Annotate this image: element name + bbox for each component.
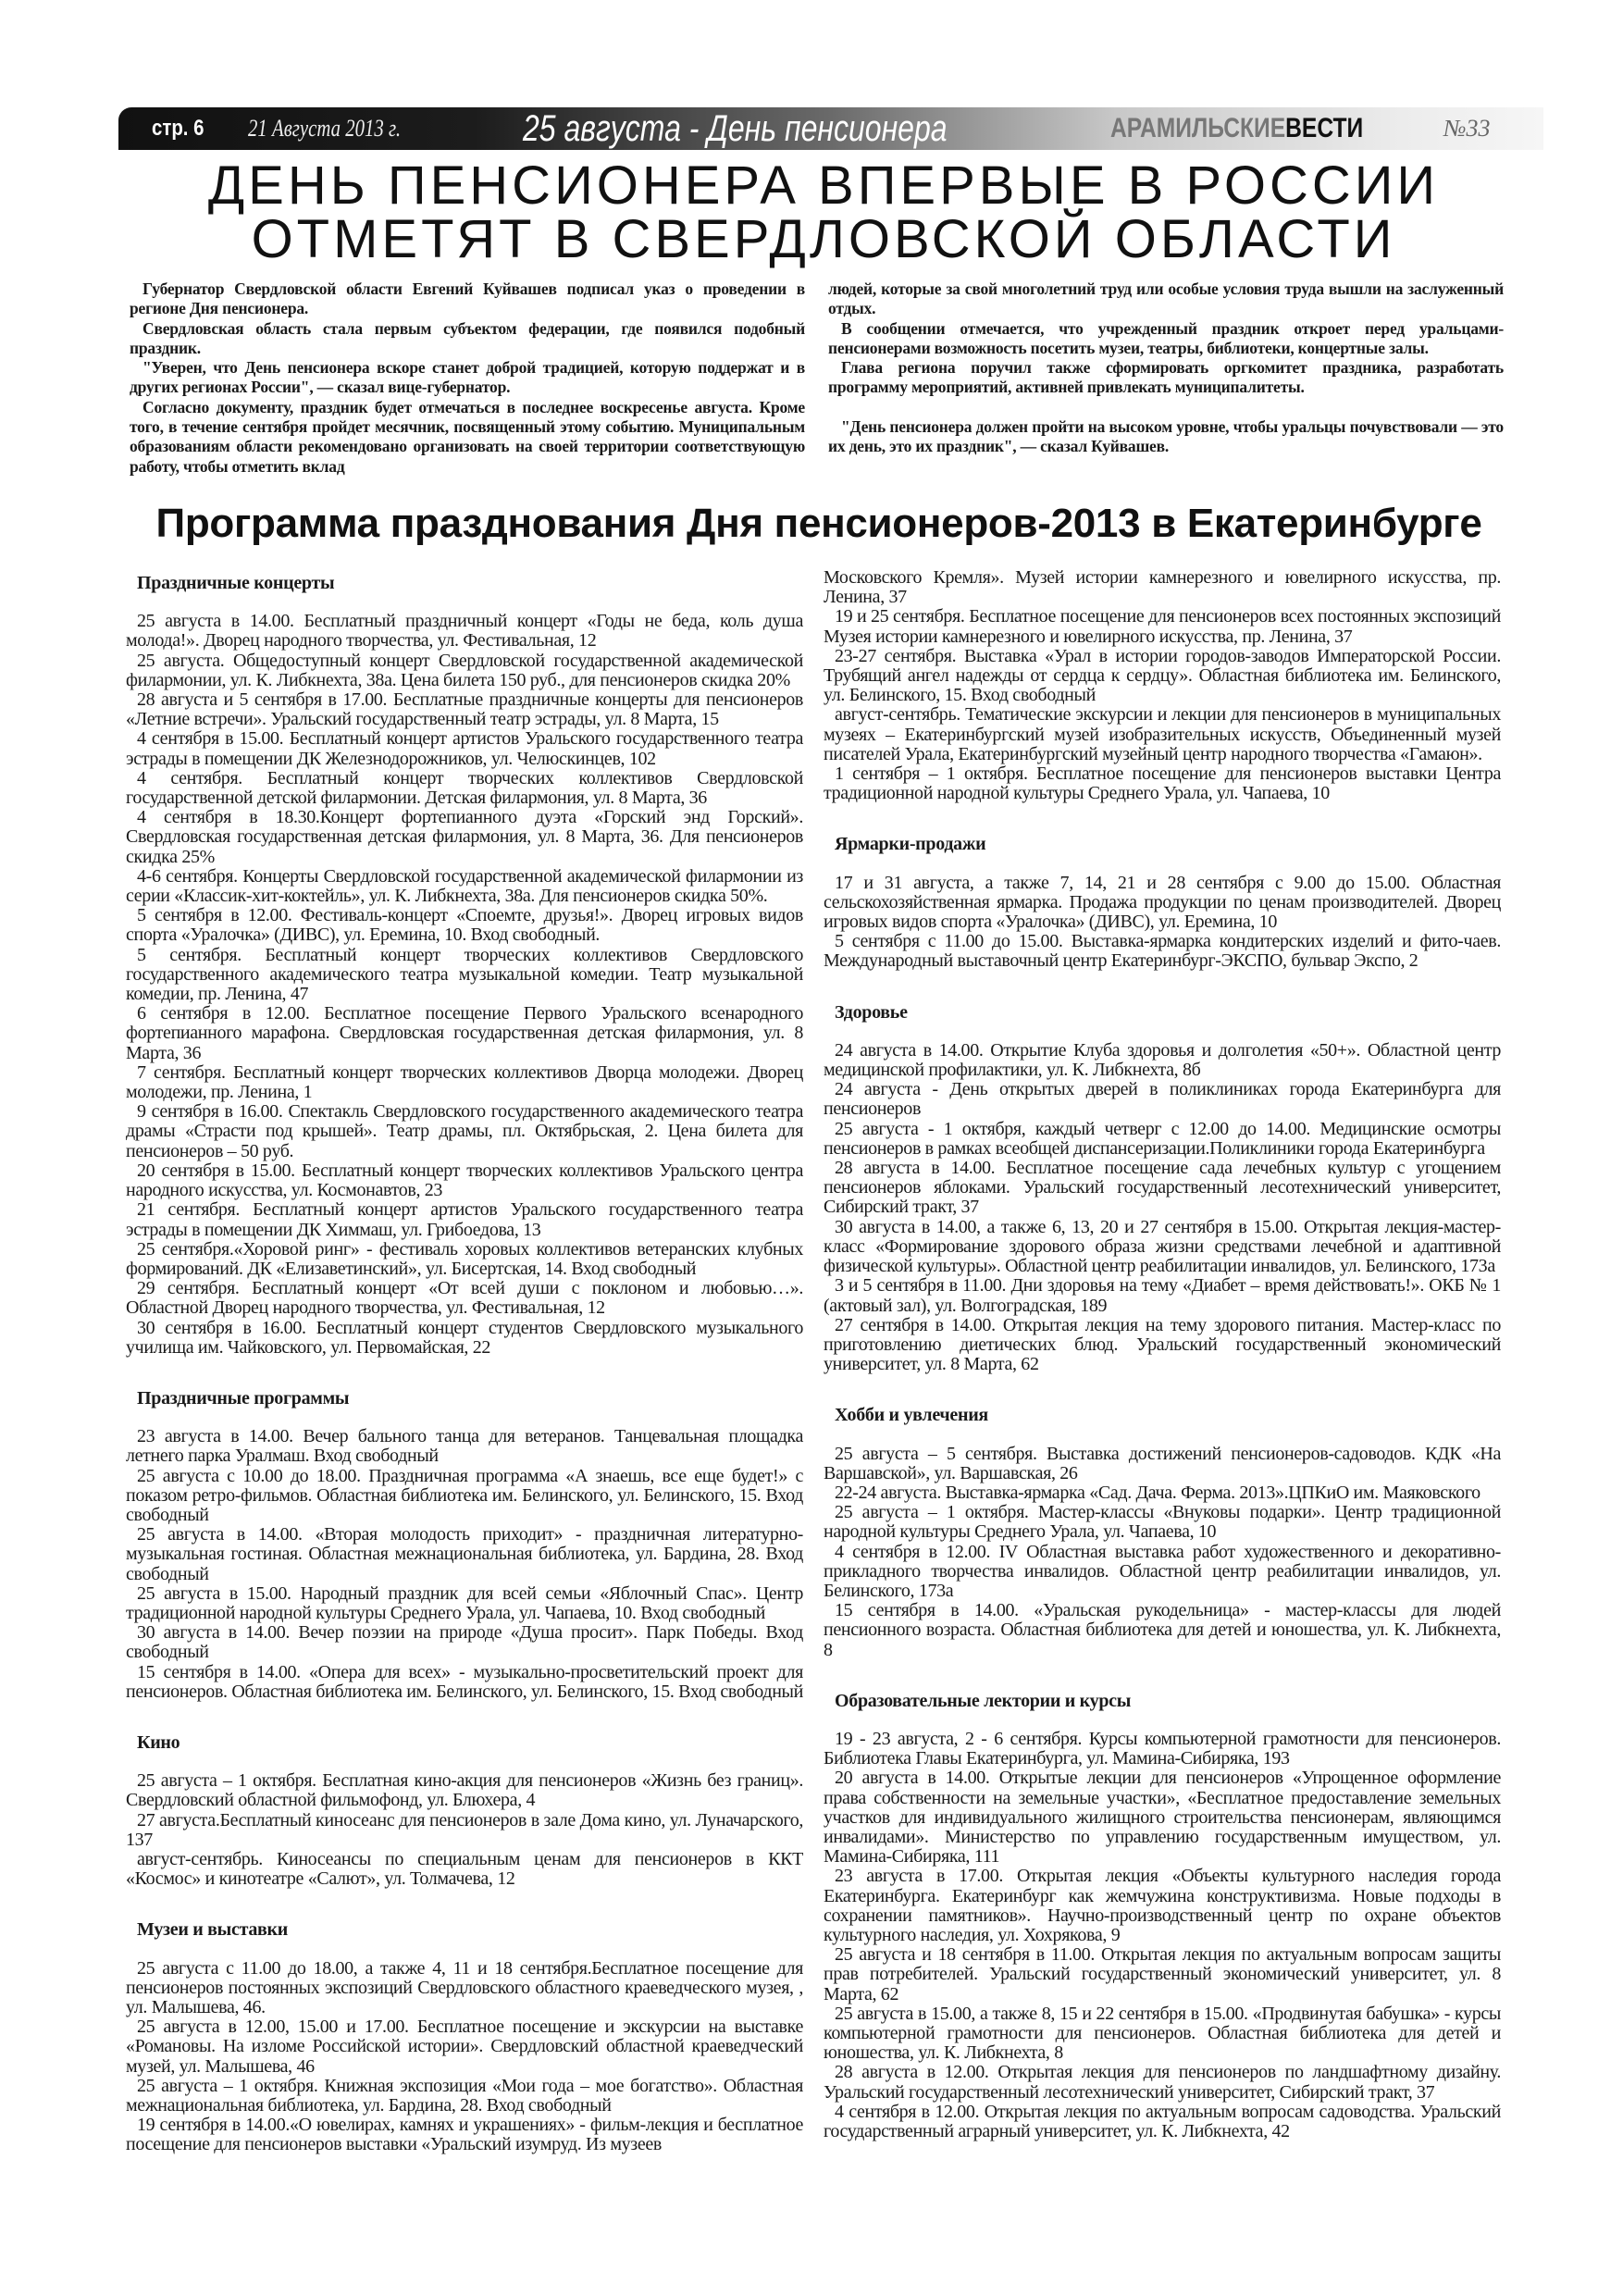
event-item: 1 сентября – 1 октября. Бесплатное посещение для пенсионеров выставки Центра традиционной народной культуры Среднего Урала, ул. Чапаева, 10 (824, 763, 1501, 804)
event-item: 9 сентября в 16.00. Спектакль Свердловского государственного академического театра драмы «Страсти под крышей». Театр драмы, пл. Октябрьская, 2. Цена билета для пенсионеров – 50 руб. (126, 1101, 803, 1161)
program-section (126, 1389, 803, 1702)
event-item: 4 сентября в 18.30.Концерт фортепианного дуэта «Горский энд Горский». Свердловская государственная детская филармония, ул. 8 Марта, 36. Для пенсионеров скидка 25% (126, 807, 803, 867)
event-item: 30 августа в 14.00, а также 6, 13, 20 и 27 сентября в 15.00. Открытая лекция-мастер-класс «Формирование здорового образа жизни средствами лечебной и адаптивной физической культуры». Областной центр реабилитации инвалидов, ул. Белинского, 173а (824, 1216, 1501, 1277)
event-item: 19 - 23 августа, 2 - 6 сентября. Курсы компьютерной грамотности для пенсионеров. Библиотека Главы Екатеринбурга, ул. Мамина-Сибиряка, 193 (824, 1728, 1501, 1769)
event-item: 25 августа – 1 октября. Книжная экспозиция «Мои года – мое богатство». Областная межнациональная библиотека, ул. Бардина, 28. Вход свободный (126, 2075, 803, 2116)
event-item: 25 сентября.«Хоровой ринг» - фестиваль хоровых коллективов ветеранских клубных формирований. ДК «Елизаветинский», ул. Бисертская, 14. Вход свободный (126, 1238, 803, 1279)
page-theme: 25 августа - День пенсионера (523, 108, 948, 149)
event-item: 22-24 августа. Выставка-ярмарка «Сад. Дача. Ферма. 2013».ЦПКиО им. Маяковского (835, 1482, 1481, 1503)
event-item: 5 сентября в 12.00. Фестиваль-концерт «Споемте, друзья!». Дворец игровых видов спорта «Уралочка» (ДИВС), ул. Еремина, 10. Вход свободный. (126, 905, 803, 946)
logo-light: АРАМИЛЬСКИЕ (1110, 113, 1286, 143)
event-item: 25 августа в 12.00, 15.00 и 17.00. Бесплатное посещение и экскурсии на выставке «Романовы. На изломе Российской истории». Свердловский областной краеведческий музей, ул. Малышева, 46 (126, 2017, 803, 2077)
intro-left-column (130, 279, 805, 477)
section-heading: Здоровье (835, 1001, 908, 1023)
event-item: 27 августа.Бесплатный киносеанс для пенсионеров в зале Дома кино, ул. Луначарского, 137 (126, 1809, 803, 1850)
event-item: 28 августа в 12.00. Открытая лекция для пенсионеров по ландшафтному дизайну. Уральский государственный лесотехнический университет, Сибирский тракт, 37 (824, 2062, 1501, 2103)
event-item: 17 и 31 августа, а также 7, 14, 21 и 28 сентября с 9.00 до 15.00. Областная сельскохозяйственная ярмарка. Продажа продукции по ценам производителей. Дворец игровых видов спорта «Уралочка» (ДИВС), ул. Еремина, 10 (824, 872, 1501, 933)
event-item: 4 сентября в 12.00. IV Областная выставка работ художественного и декоративно-прикладного творчества инвалидов. Областной центр реабилитации инвалидов, ул. Белинского, 173а (824, 1541, 1501, 1601)
section-heading: Праздничные концерты (137, 573, 335, 593)
paragraph: Свердловская область стала первым субъектом федерации, где появился подобный праздник. (130, 318, 805, 357)
program-section (126, 1920, 803, 2154)
event-item: 28 августа и 5 сентября в 17.00. Бесплатные праздничные концерты для пенсионеров «Летние встречи». Уральский государственный театр эстрады, ул. 8 Марта, 15 (126, 689, 803, 730)
event-item: 24 августа в 14.00. Открытие Клуба здоровья и долголетия «50+». Областной центр медицинской профилактики, ул. К. Либкнехта, 8б (824, 1039, 1501, 1081)
event-item: 25 августа - 1 октября, каждый четверг с 12.00 до 14.00. Медицинские осмотры пенсионеров в рамках всеобщей диспансеризации.Поликлиники города Екатеринбурга (824, 1118, 1501, 1159)
program-section (824, 1406, 1501, 1659)
event-item: 4 сентября. Бесплатный концерт творческих коллективов Свердловской государственной детской филармонии. Детская филармония, ул. 8 Марта, 36 (126, 767, 803, 809)
paragraph: "Уверен, что День пенсионера вскоре станет доброй традицией, которую поддержат и в других регионах России", — сказал вице-губернатор. (130, 358, 805, 397)
paragraph: Согласно документу, праздник будет отмечаться в последнее воскресенье августа. Кроме того, в течение сентября пройдет месячник, посвященный этому событию. Муниципальным образованиям области рекомендовано организовать на своей территории соответствующую работу, чтобы отметить вклад (130, 397, 805, 476)
page-header-bar (118, 107, 1543, 150)
event-item: 15 сентября в 14.00. «Уральская рукодельница» - мастер-классы для людей пенсионного возраста. Областная библиотека для детей и юношества, ул. К. Либкнехта, 8 (824, 1600, 1501, 1660)
event-item: 23 августа в 17.00. Открытая лекция «Объекты культурного наследия города Екатеринбурга. Екатеринбург как жемчужина конструктивизма. Новые подходы в сохранении памятников». Научно-производственный центр по охране объектов культурного наследия, ул. Хохрякова, 9 (824, 1866, 1501, 1945)
event-item: 23 августа в 14.00. Вечер бального танца для ветеранов. Танцевальная площадка летнего парка Уралмаш. Вход свободный (126, 1426, 803, 1467)
newspaper-logo (1110, 107, 1363, 150)
program-right-column (824, 568, 1501, 2173)
section-heading: Образовательные лектории и курсы (835, 1690, 1132, 1711)
program-section (824, 1692, 1501, 2141)
event-item: 19 и 25 сентября. Бесплатное посещение для пенсионеров всех постоянных экспозиций Музея истории камнерезного и ювелирного искусства, пр. Ленина, 37 (824, 606, 1501, 647)
event-item: 30 августа в 14.00. Вечер поэзии на природе «Душа просит». Парк Победы. Вход свободный (126, 1622, 803, 1663)
program-section (824, 568, 1501, 803)
event-item: 25 августа – 1 октября. Бесплатная кино-акция для пенсионеров «Жизнь без границ». Свердловский областной фильмофонд, ул. Блюхера, 4 (126, 1770, 803, 1811)
paragraph: Глава региона поручил также сформировать оргкомитет праздника, разработать программу мероприятий, активней привлекать муниципалитеты. (828, 358, 1504, 397)
event-item: 25 августа с 10.00 до 18.00. Праздничная программа «А знаешь, все еще будет!» с показом ретро-фильмов. Областная библиотека им. Белинского, ул. Белинского, 15. Вход свободный (126, 1465, 803, 1525)
event-item: 20 августа в 14.00. Открытые лекции для пенсионеров «Упрощенное оформление права собственности на земельные участки», «Бесплатное предоставление земельных участков для индивидуального жилищного строительства пенсионерам, являющимся инвалидами». Министерство по управлению государственным имуществом, ул. Мамина-Сибиряка, 111 (824, 1768, 1501, 1868)
event-item: 25 августа с 11.00 до 18.00, а также 4, 11 и 18 сентября.Бесплатное посещение для пенсионеров постоянных экспозиций Свердловского областного краеведческого музея, , ул. Малышева, 46. (126, 1957, 803, 2017)
event-item: 27 сентября в 14.00. Открытая лекция на тему здорового питания. Мастер-класс по приготовлению диетических блюд. Уральский государственный экономический университет, ул. 8 Марта, 62 (824, 1314, 1501, 1375)
program-section (824, 1003, 1501, 1375)
paragraph: В сообщении отмечается, что учрежденный праздник откроет перед уральцами-пенсионерами возможность посетить музеи, театры, библиотеки, концертные залы. (828, 318, 1504, 357)
event-item: 25 августа в 14.00. Бесплатный праздничный концерт «Годы не беда, коль душа молода!». Дворец народного творчества, ул. Фестивальная, 12 (126, 611, 803, 652)
event-item: 3 и 5 сентября в 11.00. Дни здоровья на тему «Диабет – время действовать!». ОКБ № 1 (актовый зал), ул. Волгоградская, 189 (824, 1275, 1501, 1316)
event-item: 4 сентября в 15.00. Бесплатный концерт артистов Уральского государственного театра эстрады в помещении ДК Железнодорожников, ул. Челюскинцев, 102 (126, 728, 803, 769)
event-item: 25 августа – 5 сентября. Выставка достижений пенсионеров-садоводов. КДК «На Варшавской», ул. Варшавская, 26 (824, 1443, 1501, 1483)
program-left-column (126, 568, 803, 2187)
program-section (126, 574, 803, 1358)
event-item: август-сентябрь. Киносеансы по специальным ценам для пенсионеров в ККТ «Космос» и кинотеатре «Салют», ул. Толмачева, 12 (126, 1848, 803, 1890)
article-headline (139, 155, 1508, 269)
event-item: 25 августа в 15.00. Народный праздник для всей семьи «Яблочный Спас». Центр традиционной народной культуры Среднего Урала, ул. Чапаева, 10. Вход свободный (126, 1582, 803, 1623)
section-heading: Музеи и выставки (137, 1919, 288, 1941)
issue-number: №33 (1443, 115, 1491, 142)
event-item: 7 сентября. Бесплатный концерт творческих коллективов Дворца молодежи. Дворец молодежи, пр. Ленина, 1 (126, 1061, 803, 1103)
event-item: 25 августа в 15.00, а также 8, 15 и 22 сентября в 15.00. «Продвинутая бабушка» - курсы компьютерной грамотности для пенсионеров. Областная библиотека для детей и юношества, ул. К. Либкнехта, 8 (824, 2003, 1501, 2064)
event-item: 25 августа – 1 октября. Мастер-классы «Внуковы подарки». Центр традиционной народной культуры Среднего Урала, ул. Чапаева, 10 (824, 1502, 1501, 1543)
section-heading: Ярмарки-продажи (835, 834, 986, 855)
event-item: 25 августа и 18 сентября в 11.00. Открытая лекция по актуальным вопросам защиты прав потребителей. Уральский государственный экономический университет, ул. 8 Марта, 62 (824, 1944, 1501, 2004)
paragraph: Губернатор Свердловской области Евгений Куйвашев подписал указ о проведении в регионе Дня пенсионера. (130, 279, 805, 318)
event-item: 25 августа. Общедоступный концерт Свердловской государственной академической филармонии, ул. К. Либкнехта, 38а. Цена билета 150 руб., для пенсионеров скидка 20% (126, 650, 803, 690)
program-section (824, 835, 1501, 971)
event-item: 20 сентября в 15.00. Бесплатный концерт творческих коллективов Уральского центра народного искусства, ул. Космонавтов, 23 (126, 1160, 803, 1201)
event-item: 15 сентября в 14.00. «Опера для всех» - музыкально-просветительский проект для пенсионеров. Областная библиотека им. Белинского, ул. Белинского, 15. Вход свободный (126, 1661, 803, 1702)
section-heading: Праздничные программы (137, 1387, 350, 1409)
event-item: 6 сентября в 12.00. Бесплатное посещение Первого Уральского всенародного фортепианного марафона. Свердловская государственная детская филармония, ул. 8 Марта, 36 (126, 1003, 803, 1063)
event-item: 5 сентября. Бесплатный концерт творческих коллективов Свердловского государственного академического театра музыкальной комедии. Театр музыкальной комедии, пр. Ленина, 47 (126, 944, 803, 1005)
page-number: стр. 6 (152, 116, 204, 141)
event-item: 19 сентября в 14.00.«О ювелирах, камнях и украшениях» - фильм-лекция и бесплатное посещение для пенсионеров выставки «Уральский изумруд. Из музеев (126, 2115, 803, 2155)
event-item: 30 сентября в 16.00. Бесплатный концерт студентов Свердловского музыкального училища им. Чайковского, ул. Первомайская, 22 (126, 1317, 803, 1358)
event-item: Московского Кремля». Музей истории камнерезного и ювелирного искусства, пр. Ленина, 37 (824, 567, 1501, 608)
event-item: 5 сентября с 11.00 до 15.00. Выставка-ярмарка кондитерских изделий и фито-чаев. Международный выставочный центр Екатеринбург-ЭКСПО, бульвар Экспо, 2 (824, 931, 1501, 972)
event-item: 28 августа в 14.00. Бесплатное посещение сада лечебных культур с угощением пенсионеров яблоками. Уральский государственный лесотехнический университет, Сибирский тракт, 37 (824, 1158, 1501, 1218)
event-item: август-сентябрь. Тематические экскурсии и лекции для пенсионеров в муниципальных музеях – Екатеринбургский музей изобразительных искусств, Объединенный музей писателей Урала, Екатеринбургский музейный центр народного творчества «Гамаюн». (824, 704, 1501, 764)
event-item: 24 августа - День открытых дверей в поликлиниках города Екатеринбурга для пенсионеров (824, 1079, 1501, 1120)
event-item: 23-27 сентября. Выставка «Урал в истории городов-заводов Императорской России. Трубящий ангел надежды от сердца к сердцу». Областная библиотека им. Белинского, ул. Белинского, 15. Вход свободный (824, 645, 1501, 706)
event-item: 25 августа в 14.00. «Вторая молодость приходит» - праздничная литературно-музыкальная гостиная. Областная межнациональная библиотека, ул. Бардина, 28. Вход свободный (126, 1524, 803, 1584)
event-item: 21 сентября. Бесплатный концерт артистов Уральского государственного театра эстрады в помещении ДК Химмаш, ул. Грибоедова, 13 (126, 1199, 803, 1240)
intro-right-column (828, 279, 1504, 456)
program-section (126, 1733, 803, 1889)
logo-bold: ВЕСТИ (1285, 113, 1364, 143)
issue-date: 21 Августа 2013 г. (248, 115, 402, 142)
quote-paragraph: "День пенсионера должен пройти на высоком уровне, чтобы уральцы почувствовали — это их день, это их праздник", — сказал Куйвашев. (828, 416, 1504, 456)
program-title: Программа празднования Дня пенсионеров-2013 в Екатеринбурге (155, 501, 1482, 546)
section-heading: Кино (137, 1731, 180, 1753)
event-item: 4 сентября в 12.00. Открытая лекция по актуальным вопросам садоводства. Уральский государственный аграрный университет, ул. К. Либкнехта, 42 (824, 2101, 1501, 2142)
headline-line: ДЕНЬ ПЕНСИОНЕРА ВПЕРВЫЕ В РОССИИ (207, 155, 1440, 216)
paragraph: людей, которые за свой многолетний труд или особые условия труда вышли на заслуженный отдых. (828, 279, 1504, 318)
event-item: 4-6 сентября. Концерты Свердловской государственной академической филармонии из серии «Классик-хит-коктейль», ул. К. Либкнехта, 38а. Для пенсионеров скидка 50%. (126, 865, 803, 907)
event-item: 29 сентября. Бесплатный концерт «От всей души с поклоном и любовью…». Областной Дворец народного творчества, ул. Фестивальная, 12 (126, 1278, 803, 1319)
section-heading: Хобби и увлечения (835, 1405, 988, 1426)
headline-line: ОТМЕТЯТ В СВЕРДЛОВСКОЙ ОБЛАСТИ (251, 209, 1396, 269)
